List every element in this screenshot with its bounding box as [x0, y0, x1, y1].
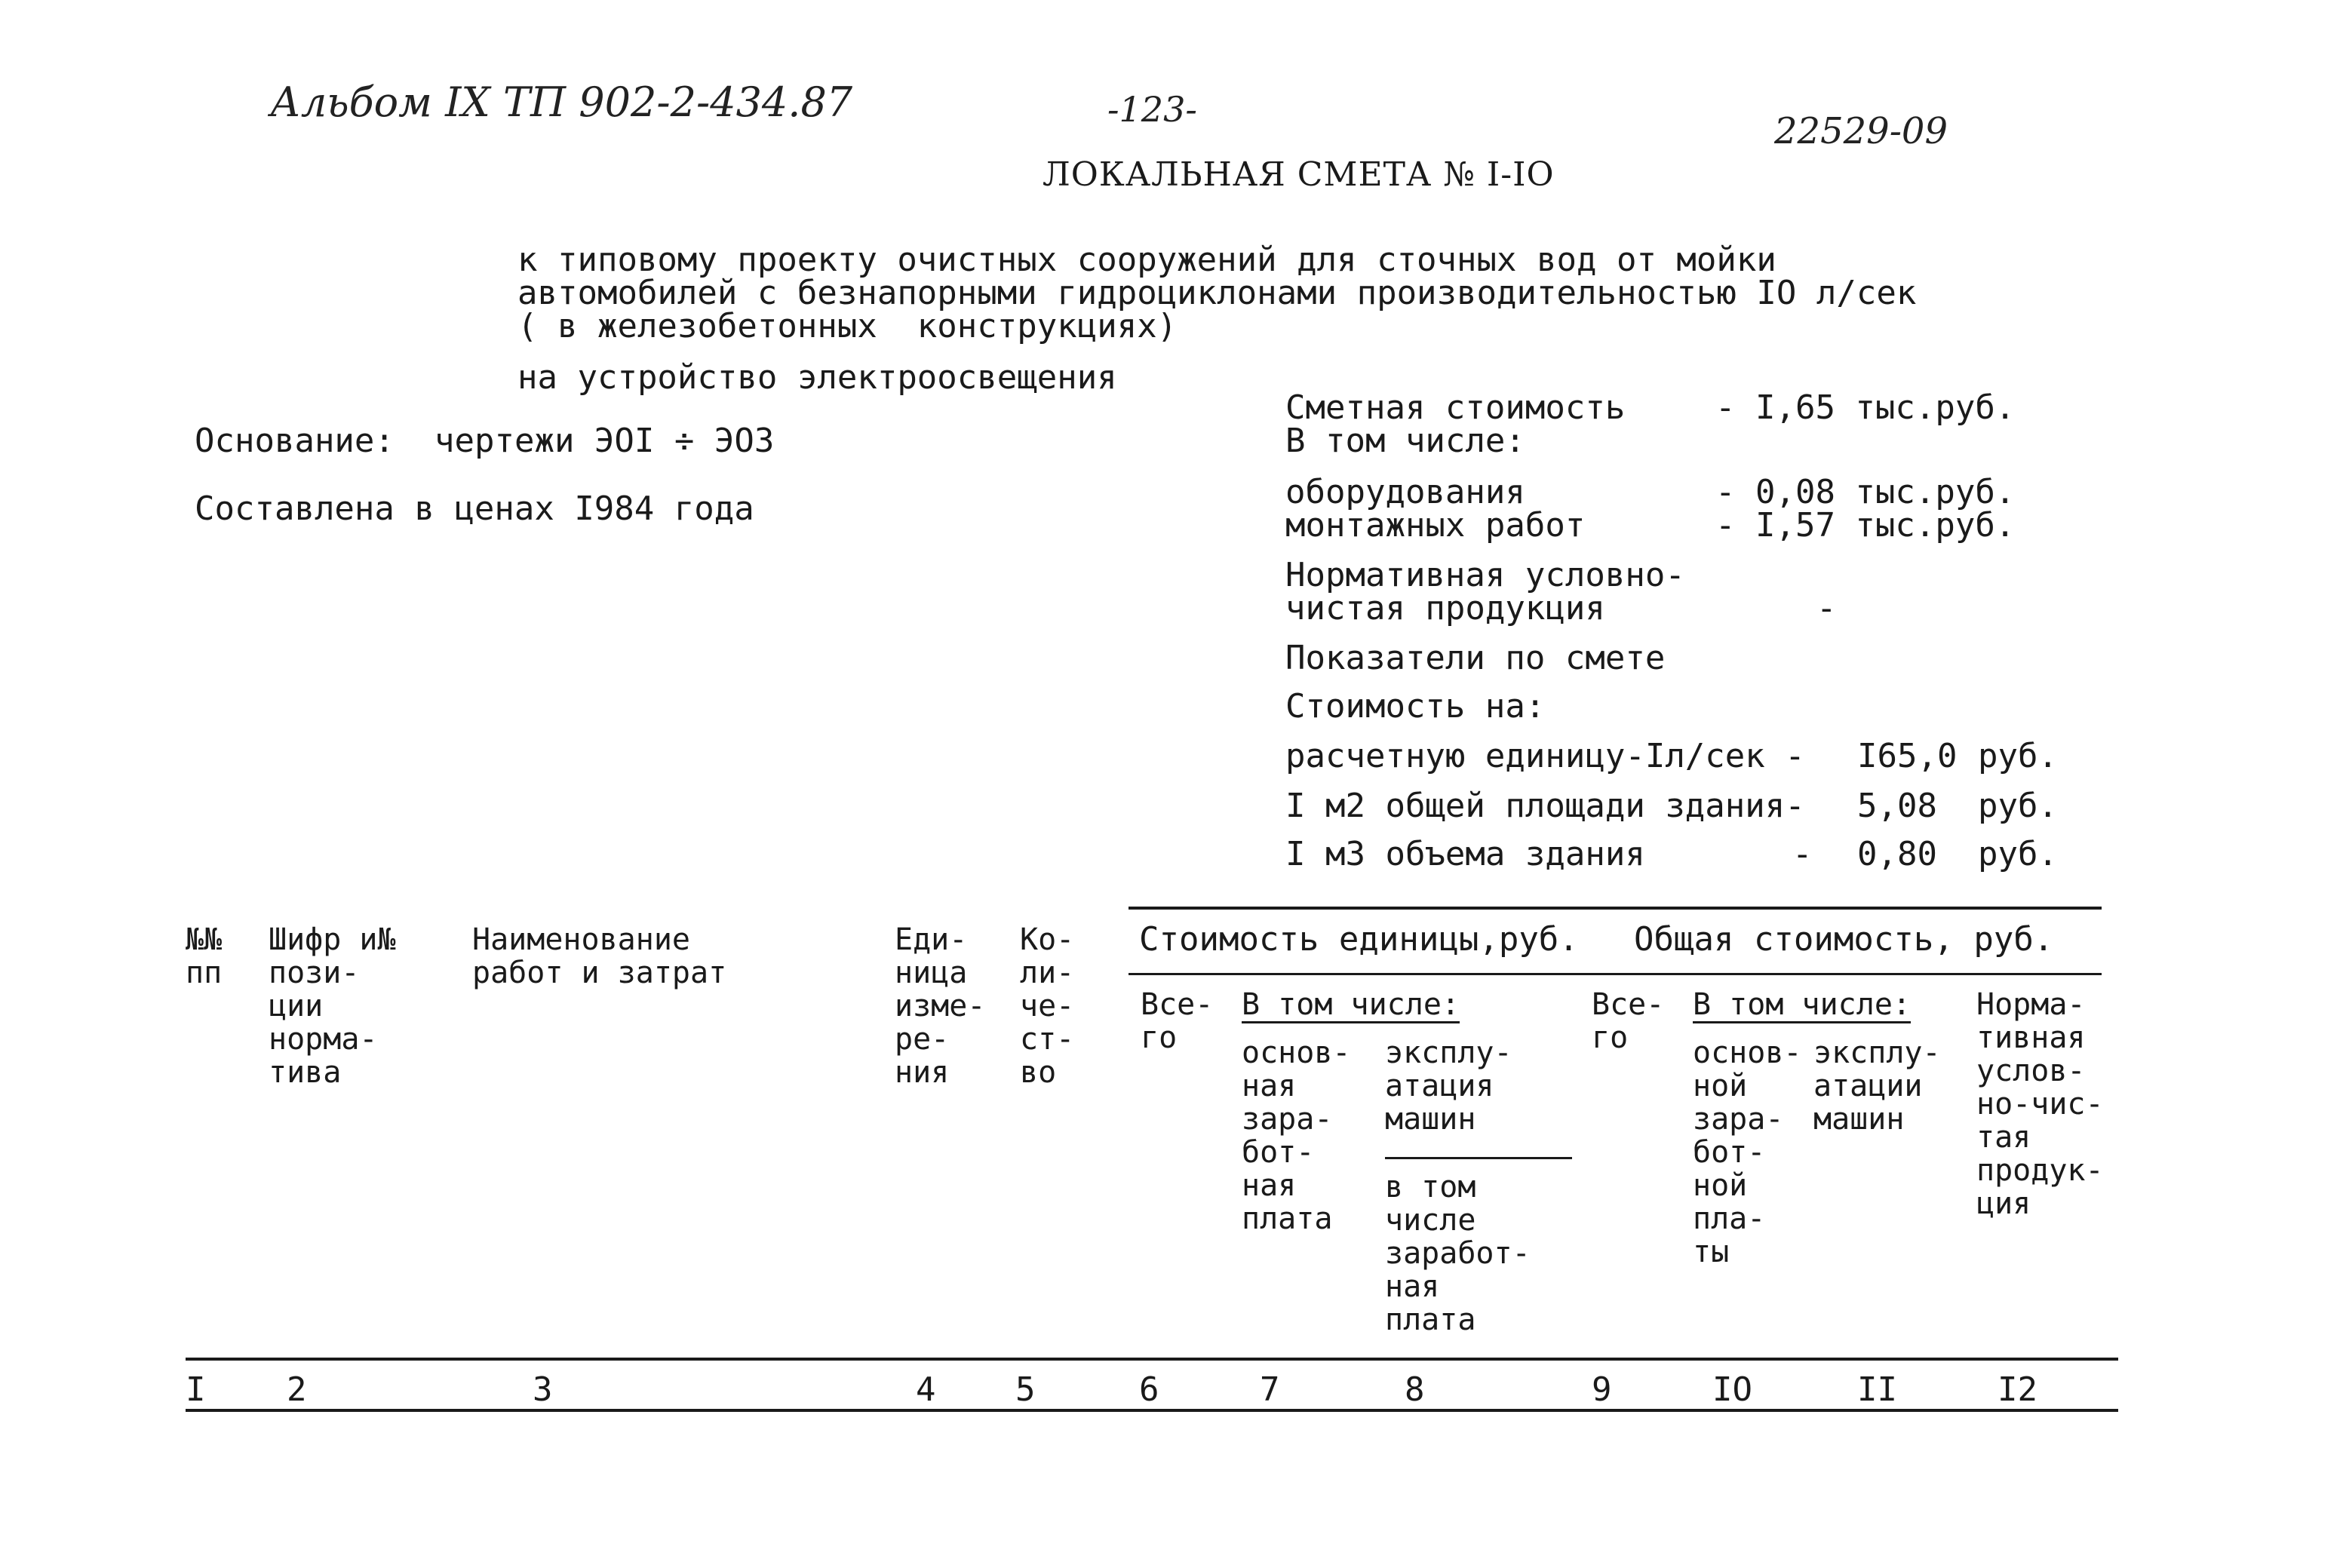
col-header-unit-total: Все- го: [1141, 987, 1214, 1055]
col-header-total-wages: основ- ной зара- бот- ной пла- ты: [1693, 1036, 1802, 1269]
basis-value: чертежи ЭOI ÷ ЭO3: [435, 422, 775, 460]
col-header-code: Шифр и№ пози- ции норма- тива: [269, 922, 396, 1090]
subject-line-3: ( в железобетонных конструкциях): [517, 307, 1178, 345]
estimated-cost-value: - I,65 тыс.руб.: [1715, 388, 2016, 427]
subheader-including-total: В том числе:: [1693, 987, 1911, 1022]
document-code: 22529-09: [1774, 110, 1948, 152]
col-header-name: Наименование работ и затрат: [472, 922, 727, 990]
col-header-total-machines: эксплу- атации машин: [1813, 1036, 1941, 1137]
col-header-row-number: №№ пп: [186, 922, 223, 990]
normative-value: -: [1816, 589, 1837, 628]
purpose-line: на устройство электроосвещения: [517, 358, 1117, 397]
col-header-unit: Еди- ница изме- ре- ния: [895, 922, 986, 1090]
col-number-3: 3: [533, 1370, 553, 1409]
col-header-total: Все- го: [1592, 987, 1665, 1055]
prices-year: Составлена в ценах I984 года: [195, 489, 754, 528]
col-number-11: II: [1857, 1370, 1897, 1409]
col-number-2: 2: [287, 1370, 307, 1409]
estimated-cost-label: Сметная стоимость: [1285, 388, 1626, 427]
area-cost-unit: руб.: [1978, 787, 2058, 825]
col-header-unit-machines: эксплу- атация машин: [1385, 1036, 1512, 1137]
equipment-label: оборудования: [1285, 473, 1525, 511]
document-title: ЛОКАЛЬНАЯ СМЕТА № I-IO: [1043, 155, 1555, 194]
volume-cost-unit: руб.: [1978, 835, 2058, 873]
basis-label: Основание:: [195, 422, 395, 460]
group-header-total-cost: Общая стоимость, руб.: [1634, 920, 2054, 959]
area-cost-label: I м2 общей площади здания-: [1285, 787, 1805, 825]
volume-cost-label: I м3 объема здания: [1285, 835, 1645, 873]
unit-cost-value: I65,0: [1857, 737, 1958, 775]
col-header-normative: Норма- тивная услов- но-чис- тая продук- ция: [1976, 987, 2104, 1221]
normative-label-2: чистая продукция: [1285, 589, 1605, 628]
col-number-9: 9: [1592, 1370, 1612, 1409]
page-number: -123-: [1107, 89, 1197, 130]
col-number-6: 6: [1139, 1370, 1159, 1409]
col-number-8: 8: [1405, 1370, 1425, 1409]
normative-label-1: Нормативная условно-: [1285, 556, 1685, 594]
col-number-12: I2: [1998, 1370, 2037, 1409]
volume-cost-dash: -: [1792, 835, 1813, 873]
subject-line-2: автомобилей с безнапорными гидроциклонами производительностью IO л/сек: [517, 274, 1917, 312]
header-rule-top: [1129, 907, 2102, 910]
header-rule-groups: [1129, 973, 2102, 975]
equipment-value: - 0,08 тыс.руб.: [1715, 473, 2016, 511]
col-number-7: 7: [1260, 1370, 1280, 1409]
album-reference: Альбом IX ТП 902-2-434.87: [270, 78, 853, 126]
col-number-4: 4: [916, 1370, 936, 1409]
including-label: В том числе:: [1285, 422, 1525, 460]
col-number-5: 5: [1015, 1370, 1036, 1409]
col-number-1: I: [186, 1370, 206, 1409]
installation-value: - I,57 тыс.руб.: [1715, 506, 2016, 545]
group-header-unit-cost: Стоимость единицы,руб.: [1139, 920, 1579, 959]
installation-label: монтажных работ: [1285, 506, 1586, 545]
header-rule-col8: [1385, 1157, 1572, 1159]
col-header-unit-machine-wages: в том числе заработ- ная плата: [1385, 1170, 1531, 1337]
cost-on-label: Стоимость на:: [1285, 687, 1546, 726]
unit-cost-label: расчетную единицу-Iл/сек -: [1285, 737, 1805, 775]
col-header-quantity: Ко- ли- че- ст- во: [1020, 922, 1075, 1090]
table-rule-numbers: [186, 1409, 2118, 1412]
unit-cost-unit: руб.: [1978, 737, 2058, 775]
col-header-unit-wages: основ- ная зара- бот- ная плата: [1242, 1036, 1351, 1236]
col-number-10: IO: [1712, 1370, 1752, 1409]
subject-line-1: к типовому проекту очистных сооружений для сточных вод от мойки: [517, 241, 1776, 279]
subheader-including-unit: В том числе:: [1242, 987, 1460, 1022]
indicators-label: Показатели по смете: [1285, 639, 1666, 677]
area-cost-value: 5,08: [1857, 787, 1937, 825]
volume-cost-value: 0,80: [1857, 835, 1937, 873]
header-rule-bottom: [186, 1358, 2118, 1361]
